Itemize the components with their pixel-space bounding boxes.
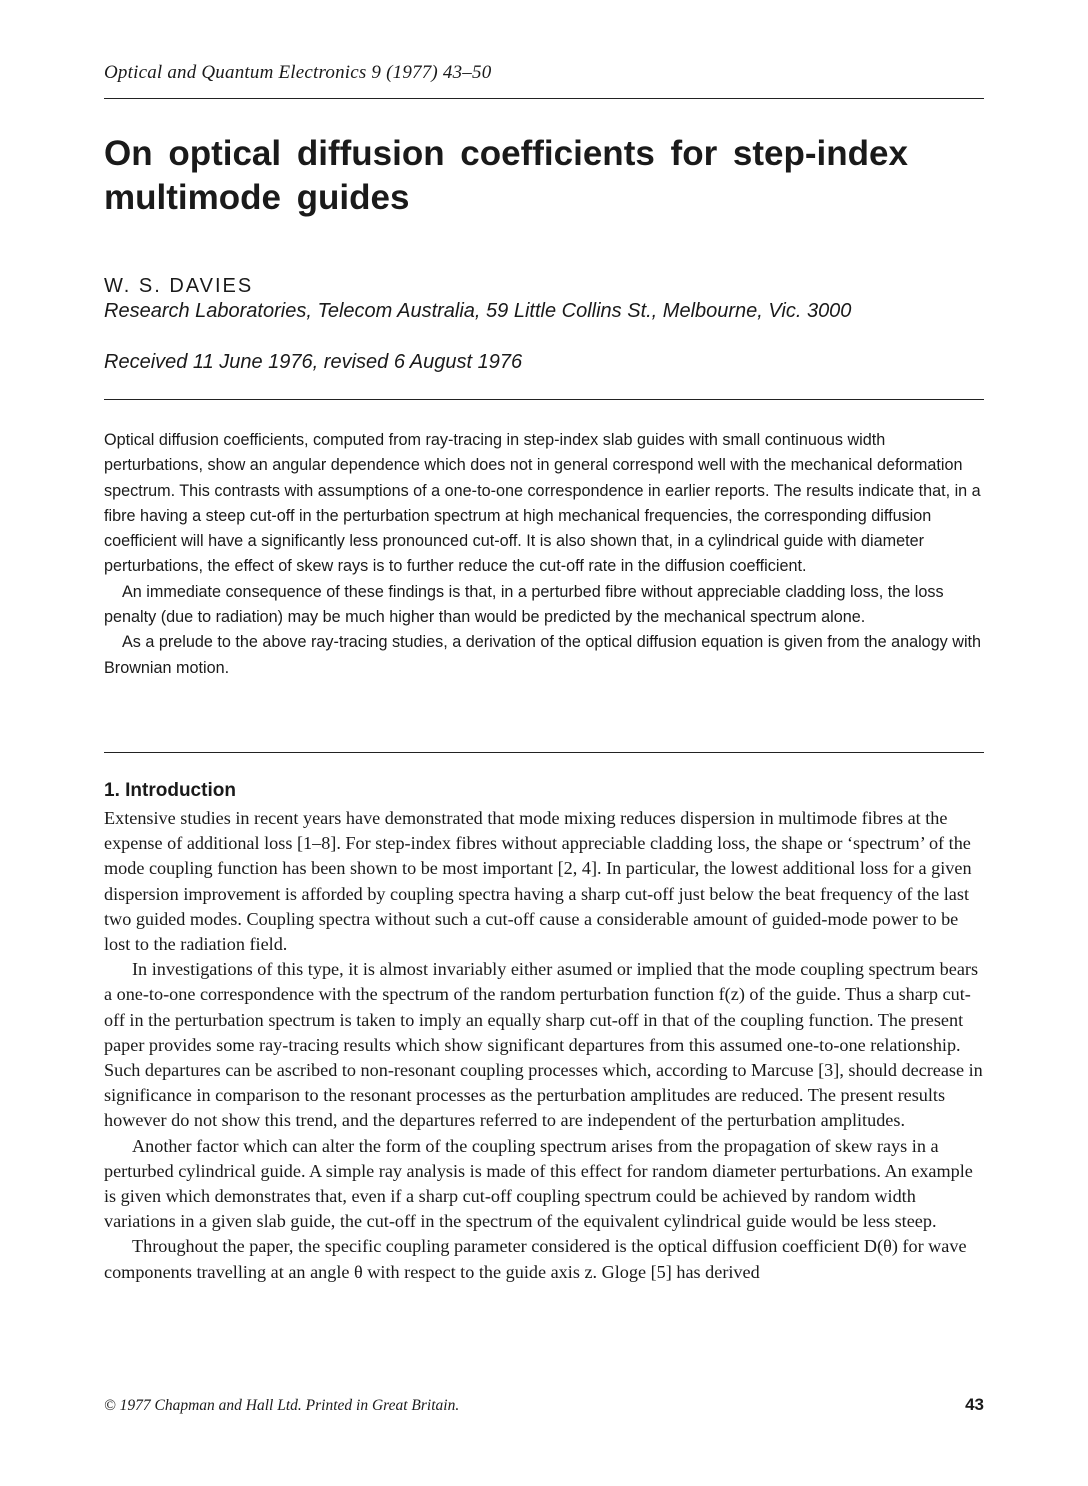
section-heading: 1. Introduction <box>104 780 236 801</box>
author-name: W. S. DAVIES <box>104 275 254 297</box>
copyright-notice: © 1977 Chapman and Hall Ltd. Printed in Great Britain. <box>104 1397 460 1414</box>
abstract-paragraph: An immediate consequence of these findings is that, in a perturbed fibre without appreciable cladding loss, the loss penalty (due to radiation) may be much higher than would be predicted by the mechanical spectrum alone. <box>104 582 944 627</box>
author-affiliation: Research Laboratories, Telecom Australia, 59 Little Collins St., Melbourne, Vic. 3000 <box>104 300 852 322</box>
abstract-paragraph: Optical diffusion coefficients, computed from ray-tracing in step-index slab guides with small continuous width perturbations, show an angular dependence which does not in general correspond well with the mechanical deformation spectrum. This contrasts with assumptions of a one-to-one correspondence in earlier reports. The results indicate that, in a fibre having a steep cut-off in the perturbation spectrum at high mechanical frequencies, the corresponding diffusion coefficient will have a significantly less pronounced cut-off. It is also shown that, in a cylindrical guide with diameter perturbations, the effect of skew rays is to further reduce the cut-off rate in the diffusion coefficient. <box>104 431 981 576</box>
article-title: On optical diffusion coefficients for step-index multimode guides <box>104 134 908 217</box>
body-text <box>104 806 986 1285</box>
header-rule <box>104 98 984 99</box>
abstract-paragraph: As a prelude to the above ray-tracing studies, a derivation of the optical diffusion equation is given from the analogy with Brownian motion. <box>104 633 982 677</box>
body-paragraph: In investigations of this type, it is almost invariably either asumed or implied that the mode coupling spectrum bears a one-to-one correspondence with the spectrum of the random perturbation function f(z) of the guide. Thus a sharp cut-off in the perturbation spectrum is taken to imply an equally sharp cut-off in that of the coupling function. The present paper provides some ray-tracing results which show significant departures from this assumed one-to-one relationship. Such departures can be ascribed to non-resonant coupling processes which, according to Marcuse [3], should decrease in significance in comparison to the resonant processes as the perturbation amplitudes are reduced. The present results however do not show this trend, and the departures referred to are independent of the perturbation amplitudes. <box>104 959 983 1131</box>
page-number: 43 <box>965 1395 984 1414</box>
body-paragraph: Extensive studies in recent years have demonstrated that mode mixing reduces dispersion in multimode fibres at the expense of additional loss [1–8]. For step-index fibres without appreciable cladding loss, the shape or ‘spectrum’ of the mode coupling function has been shown to be most important [2, 4]. In particular, the lowest additional loss for a given dispersion improvement is afforded by coupling spectra having a sharp cut-off just below the beat frequency of the last two guided modes. Coupling spectra without such a cut-off cause a considerable amount of guided-mode power to be lost to the radiation field. <box>104 808 972 955</box>
received-date: Received 11 June 1976, revised 6 August 1976 <box>104 351 523 373</box>
abstract-top-rule <box>104 399 984 400</box>
body-paragraph: Throughout the paper, the specific coupling parameter considered is the optical diffusion coefficient D(θ) for wave components travelling at an angle θ with respect to the guide axis z. Gloge [5] has derived <box>104 1236 967 1282</box>
abstract-bottom-rule <box>104 752 984 753</box>
body-paragraph: Another factor which can alter the form of the coupling spectrum arises from the propagation of skew rays in a perturbed cylindrical guide. A simple ray analysis is made of this effect for random diameter perturbations. An example is given which demonstrates that, even if a sharp cut-off coupling spectrum could be achieved by random width variations in a given slab guide, the cut-off in the spectrum of the equivalent cylindrical guide would be less steep. <box>104 1135 973 1232</box>
abstract <box>104 428 984 681</box>
journal-reference: Optical and Quantum Electronics 9 (1977) 43–50 <box>104 62 492 83</box>
